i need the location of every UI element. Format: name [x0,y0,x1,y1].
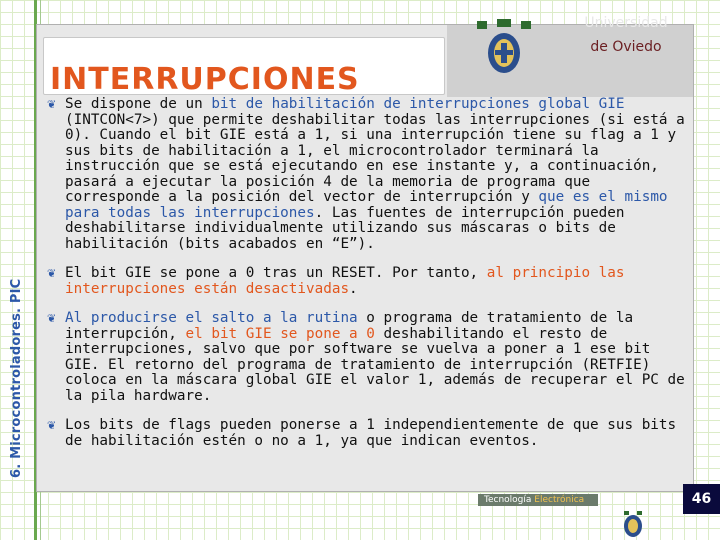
bullet-item [45,266,685,297]
bullet-text-segment: (INTCON<7>) que permite deshabilitar todas las interrupciones (si está a 0). Cuando el bit GIE está a 1, si una interrupción tiene su flag a 1 y sus bits de habilitación a 1, el microcontrolador terminará la instrucción que se está ejecutando en ese instante y, a continuación, pasará a ejecutar la posición 4 de la memoria de programa que corresponde a la posición del vector de interrupción y [65,111,685,205]
bullet-text-segment: el bit GIE se pone a 0 [185,325,375,342]
bullet-text-segment: El bit GIE se pone a 0 tras un RESET. Por tanto, [65,265,487,281]
bullet-icon: ❦ [47,419,57,432]
bullet-text-segment: Los bits de flags pueden ponerse a 1 independientemente de que sus bits de habilitación estén o no a 1, ya que indican eventos. [65,417,677,449]
bullet-text-segment: deshabilitando el resto de interrupciones, salvo que por software se vuelva a poner a 1 ese bit GIE. El retorno del programa de tratamiento de interrupción (RETFIE) coloca en la máscara global GIE el valor 1, además de recuperar el PC de la pila hardware. [65,325,685,404]
footer-left-text: Tecnología [484,495,532,505]
bullet-text-segment: que es el mismo para todas las interrupciones [65,189,668,221]
slide-title: INTERRUPCIONES [50,62,360,97]
page-number: 46 [683,484,720,514]
bullet-text-segment: al principio las interrupciones están desactivadas [65,265,625,297]
footer-band [478,494,598,506]
bullet-icon: ❦ [47,267,57,280]
bullet-text-segment: Se dispone de un [65,96,212,112]
title-box [43,37,445,95]
bullet-list [45,97,685,463]
university-line1: Universidad [584,15,668,31]
bullet-text-segment: . Las fuentes de interrupción pueden deshabilitarse individualmente utilizando sus máscaras o bits de habilitación (bits acabados en “E”). [65,204,625,252]
bullet-text-segment: bit de habilitación de interrupciones global GIE [211,96,625,112]
bullet-icon: ❦ [47,98,57,111]
slide-panel [36,15,694,492]
side-section-label: 6. Microcontroladores. PIC [9,278,24,478]
university-line2: de Oviedo [590,39,662,55]
university-crest-icon [473,17,535,77]
bullet-item [45,418,685,449]
bullet-item [45,97,685,252]
footer-right-text: Electrónica [534,495,585,505]
bullet-icon: ❦ [47,312,57,325]
bullet-text-segment: o programa de tratamiento de la interrupción, [65,310,634,342]
bullet-item [45,311,685,404]
bullet-text-segment: Al producirse el salto a la rutina [65,310,358,326]
bullet-text-segment: . [349,280,358,297]
university-header [447,15,693,97]
footer-crest-icon [620,510,646,538]
university-name [571,11,681,59]
